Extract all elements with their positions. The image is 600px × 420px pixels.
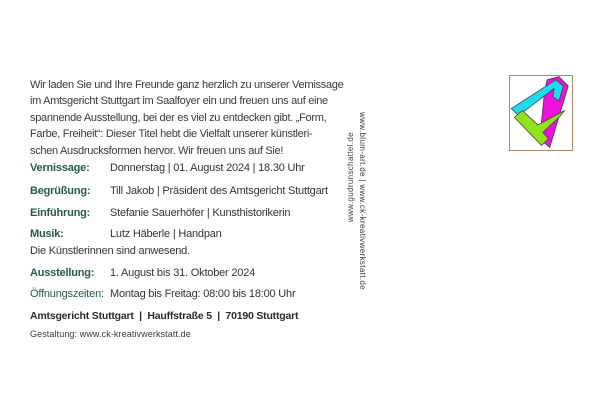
intro-line: spannende Ausstellung, bei der es viel zu entdecken gibt. „Form, (30, 111, 327, 124)
detail-label: Öffnungszeiten: (30, 287, 104, 300)
intro-line: im Amtsgericht Stuttgart im Saalfoyer ein und freuen uns auf eine (30, 95, 328, 108)
intro-line: schen Ausdrucksformen hervor. Wir freuen uns auf Sie! (30, 144, 284, 157)
venue-address: Amtsgericht Stuttgart | Hauffstraße 5 | 70190 Stuttgart (30, 310, 299, 322)
intro-line: Wir laden Sie und Ihre Freunde ganz herzlich zu unserer Vernissage (30, 79, 344, 91)
design-credit: Gestaltung: www.ck-kreativwerkstatt.de (30, 329, 191, 339)
detail-row-vernissage (30, 162, 360, 174)
intro-paragraph (30, 77, 360, 159)
impossible-triangle-logo (510, 76, 572, 150)
detail-row-einfuehrung (30, 207, 360, 219)
detail-value: Stefanie Sauerhöfer | Kunsthistorikerin (110, 206, 291, 219)
detail-value: Donnerstag | 01. August 2024 | 18.30 Uhr (110, 162, 305, 174)
intro-line: Farbe, Freiheit“: Dieser Titel hebt die Vielfalt unserer künstleri- (30, 128, 313, 141)
logo-green-arm (514, 110, 564, 145)
detail-label: Einführung: (30, 206, 91, 219)
side-link-gudrunschattel: www.gudrunschattel.de (346, 132, 355, 223)
logo-frame (509, 75, 573, 151)
detail-label: Ausstellung: (30, 266, 95, 279)
artists-note: Die Künstlerinnen sind anwesend. (30, 244, 190, 257)
detail-label: Vernissage: (30, 162, 90, 174)
detail-value: Lutz Häberle | Handpan (110, 228, 222, 240)
detail-value: 1. August bis 31. Oktober 2024 (110, 266, 256, 279)
detail-row-musik (30, 228, 360, 240)
detail-row-ausstellung (30, 267, 360, 279)
detail-label: Musik: (30, 228, 64, 240)
detail-label: Begrüßung: (30, 184, 91, 197)
detail-value: Montag bis Freitag: 08:00 bis 18:00 Uhr (110, 287, 296, 300)
side-link-blum-art-kreativwerkstatt: www.blum-art.de | www.ck-kreativwerkstatt.de (358, 112, 367, 290)
detail-row-begruessung (30, 185, 360, 197)
detail-row-oeffnungszeiten (30, 288, 360, 300)
detail-value: Till Jakob | Präsident des Amtsgericht Stuttgart (110, 184, 328, 197)
